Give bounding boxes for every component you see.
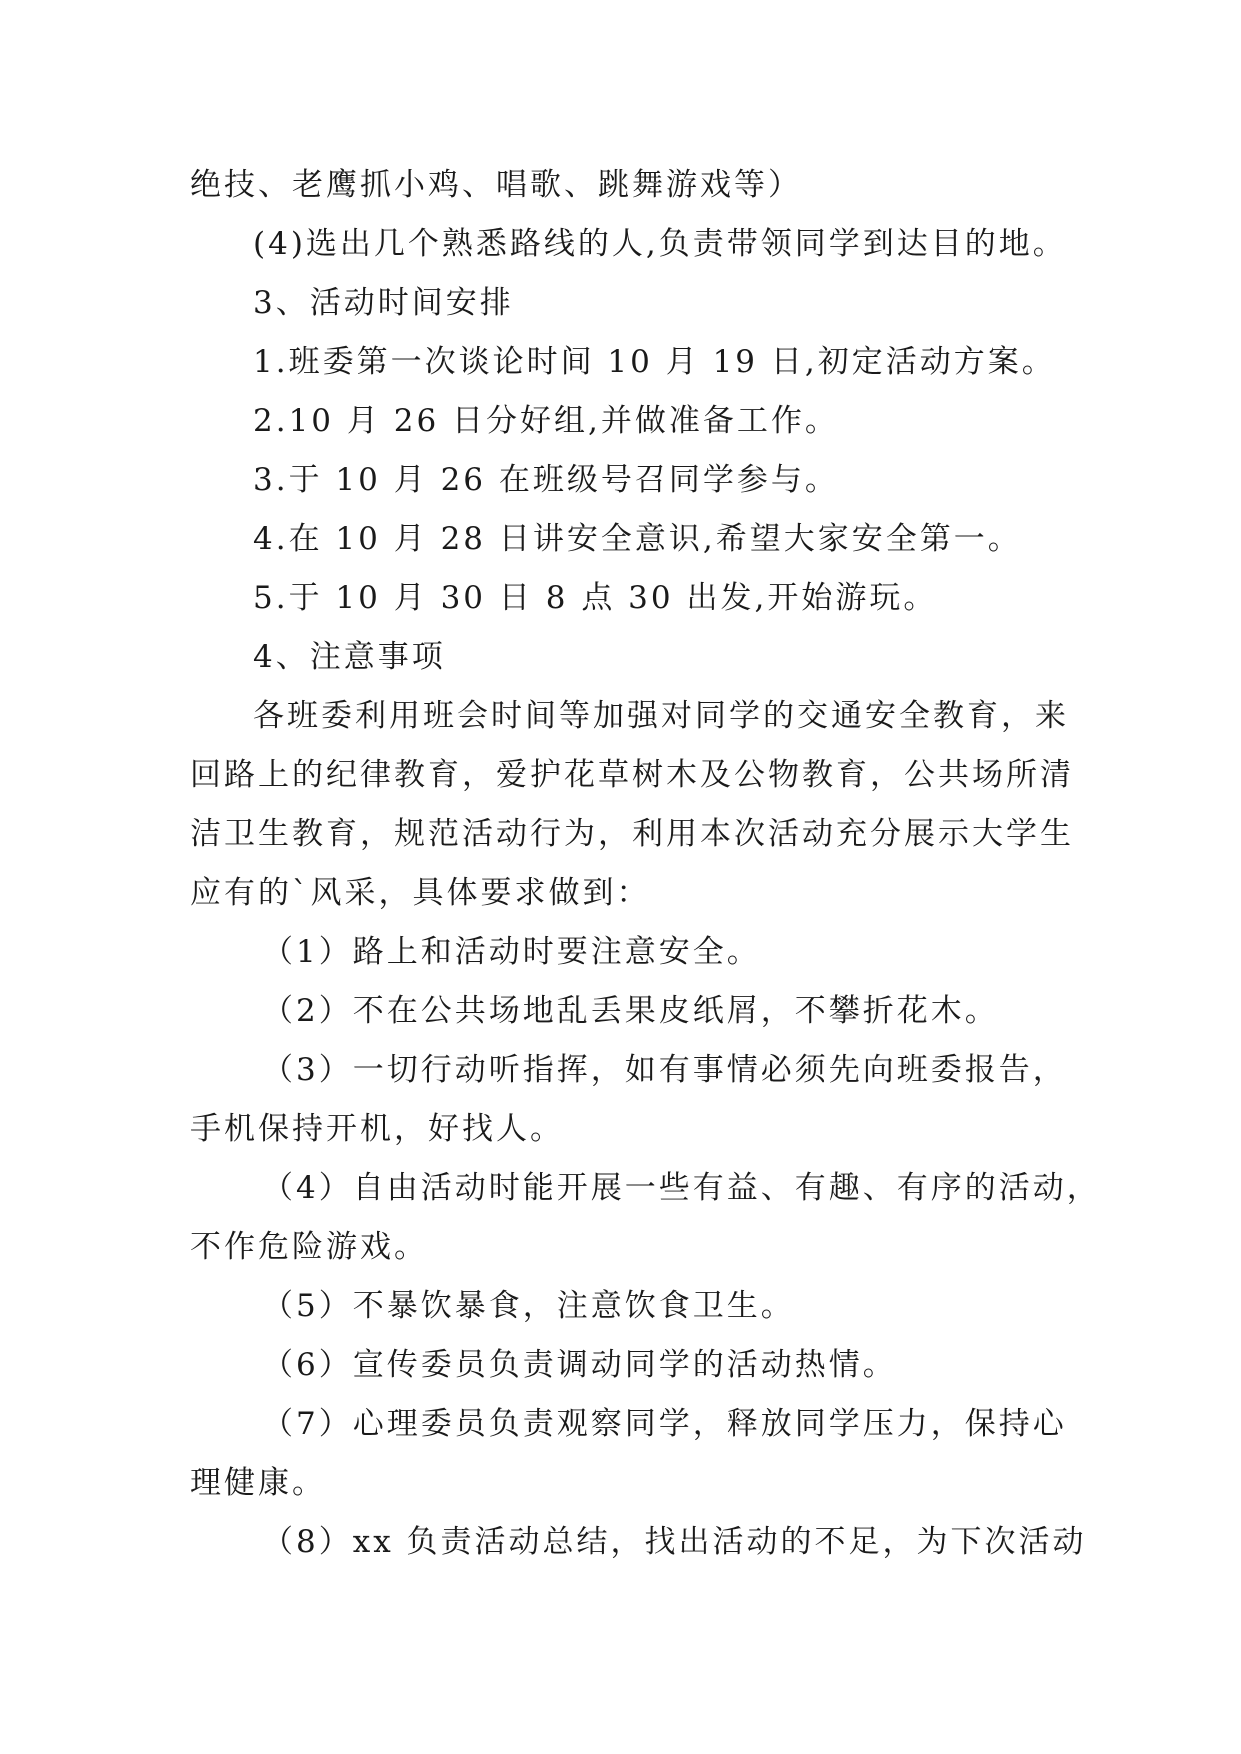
text-line-1: 绝技、老鹰抓小鸡、唱歌、跳舞游戏等） <box>190 167 802 203</box>
section-heading-notes: 4、注意事项 <box>253 639 446 675</box>
section-heading-schedule: 3、活动时间安排 <box>253 285 514 321</box>
paragraph-line-4: 应有的`风采，具体要求做到： <box>190 875 651 911</box>
paragraph-line-2: 回路上的纪律教育，爱护花草树木及公物教育，公共场所清 <box>190 757 1074 793</box>
requirement-2: （2）不在公共场地乱丢果皮纸屑，不攀折花木。 <box>262 993 999 1029</box>
requirement-3: （3）一切行动听指挥，如有事情必须先向班委报告， <box>262 1052 1067 1088</box>
requirement-7: （7）心理委员负责观察同学，释放同学压力，保持心 <box>262 1406 1067 1442</box>
requirement-7-cont: 理健康。 <box>190 1465 326 1501</box>
schedule-item-2: 2.10 月 26 日分好组,并做准备工作。 <box>253 403 839 439</box>
schedule-item-4: 4.在 10 月 28 日讲安全意识,希望大家安全第一。 <box>253 521 1022 557</box>
requirement-3-cont: 手机保持开机，好找人。 <box>190 1111 564 1147</box>
requirement-6: （6）宣传委员负责调动同学的活动热情。 <box>262 1347 897 1383</box>
requirement-1: （1）路上和活动时要注意安全。 <box>262 934 761 970</box>
schedule-item-3: 3.于 10 月 26 在班级号召同学参与。 <box>253 462 839 498</box>
requirement-4-cont: 不作危险游戏。 <box>190 1229 428 1265</box>
requirement-4: （4）自由活动时能开展一些有益、有趣、有序的活动， <box>262 1170 1101 1206</box>
requirement-5: （5）不暴饮暴食，注意饮食卫生。 <box>262 1288 795 1324</box>
requirement-8: （8）xx 负责活动总结，找出活动的不足，为下次活动 <box>262 1524 1087 1560</box>
schedule-item-1: 1.班委第一次谈论时间 10 月 19 日,初定活动方案。 <box>253 344 1056 380</box>
paragraph-line-1: 各班委利用班会时间等加强对同学的交通安全教育，来 <box>253 698 1069 734</box>
paragraph-line-3: 洁卫生教育，规范活动行为，利用本次活动充分展示大学生 <box>190 816 1074 852</box>
text-line-2: (4)选出几个熟悉路线的人,负责带领同学到达目的地。 <box>253 226 1067 262</box>
schedule-item-5: 5.于 10 月 30 日 8 点 30 出发,开始游玩。 <box>253 580 938 616</box>
